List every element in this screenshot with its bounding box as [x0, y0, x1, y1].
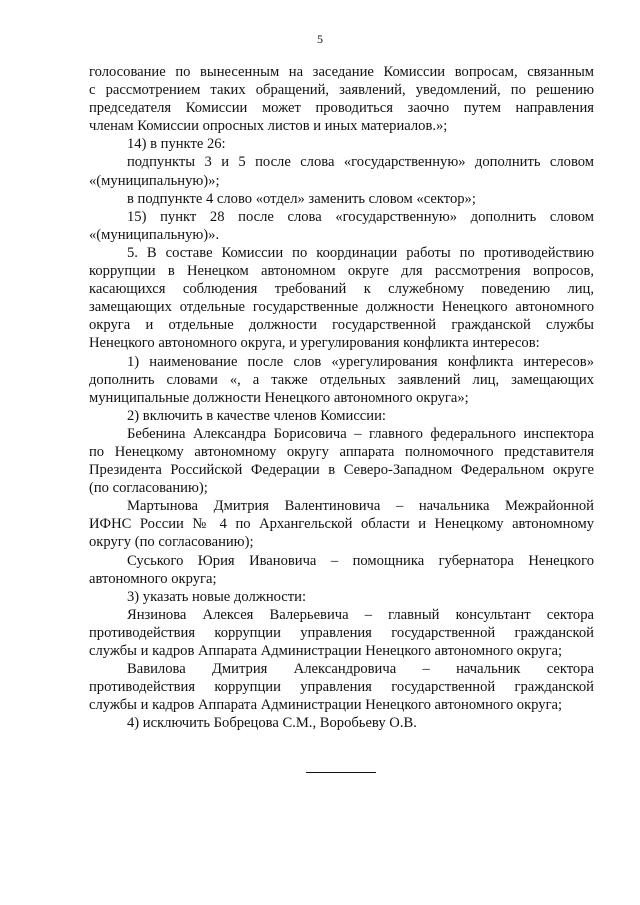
end-divider — [306, 772, 376, 773]
text-line: председателя Комиссии может проводиться заочно путем направления — [89, 100, 594, 117]
text-line: подпункты 3 и 5 после слова «государственную» дополнить словом — [127, 154, 594, 171]
text-line: с рассмотрением таких обращений, заявлений, уведомлений, по решению — [89, 82, 594, 99]
text-line: противодействия коррупции управления государственной гражданской — [89, 624, 594, 641]
text-line: дополнить словами «, а также отдельных заявлений лиц, замещающих — [89, 371, 594, 388]
text-line: противодействия коррупции управления государственной гражданской — [89, 679, 594, 696]
text-line: 1) наименование после слов «урегулирования конфликта интересов» — [127, 353, 594, 370]
text-line: Янзинова Алексея Валерьевича – главный консультант сектора — [127, 606, 594, 623]
text-line: коррупции в Ненецком автономном округе для рассмотрения вопросов, — [89, 263, 594, 280]
text-line: 5. В составе Комиссии по координации работы по противодействию — [127, 244, 594, 261]
text-line: службы и кадров Аппарата Администрации Ненецкого автономного округа; — [89, 697, 563, 714]
text-line: по Ненецкому автономному округу аппарата полномочного представителя — [89, 443, 594, 460]
text-line: округа и отдельные должности государственной гражданской службы — [89, 317, 594, 334]
text-line: в подпункте 4 слово «отдел» заменить словом «сектор»; — [127, 190, 476, 207]
text-line: 15) пункт 28 после слова «государственную» дополнить словом — [127, 208, 594, 225]
text-line: Ненецкого автономного округа, и урегулирования конфликта интересов: — [89, 335, 540, 352]
text-line: касающихся соблюдения требований к служебному поведению лиц, — [89, 281, 594, 298]
text-line: Президента Российской Федерации в Северо-Западном Федеральном округе — [89, 462, 594, 479]
text-line: «(муниципальную)». — [89, 226, 220, 243]
text-line: «(муниципальную)»; — [89, 172, 220, 189]
text-line: 2) включить в качестве членов Комиссии: — [127, 407, 386, 424]
text-line: Суського Юрия Ивановича – помощника губернатора Ненецкого — [127, 552, 594, 569]
text-line: 14) в пункте 26: — [127, 136, 226, 153]
page-number: 5 — [317, 32, 323, 46]
text-line: службы и кадров Аппарата Администрации Ненецкого автономного округа; — [89, 643, 563, 659]
text-line: 3) указать новые должности: — [127, 588, 307, 605]
text-line: Вавилова Дмитрия Александровича – начальник сектора — [127, 661, 594, 678]
document-body — [89, 63, 594, 732]
text-line: членам Комиссии опросных листов и иных материалов.»; — [89, 118, 448, 135]
text-line: (по согласованию); — [89, 480, 208, 497]
text-line: ИФНС России № 4 по Архангельской области и Ненецкому автономному — [89, 516, 594, 533]
text-line: замещающих отдельные государственные должности Ненецкого автономного — [89, 299, 594, 316]
text-line: муниципальные должности Ненецкого автономного округа»; — [89, 389, 469, 406]
text-line: автономного округа; — [89, 570, 217, 587]
text-line: 4) исключить Бобрецова С.М., Воробьеву О.В. — [127, 715, 417, 732]
text-line: округу (по согласованию); — [89, 534, 254, 551]
text-line: Бебенина Александра Борисовича – главного федерального инспектора — [127, 425, 594, 442]
text-line: Мартынова Дмитрия Валентиновича – начальника Межрайонной — [127, 498, 594, 515]
text-line: голосование по вынесенным на заседание Комиссии вопросам, связанным — [89, 64, 594, 80]
